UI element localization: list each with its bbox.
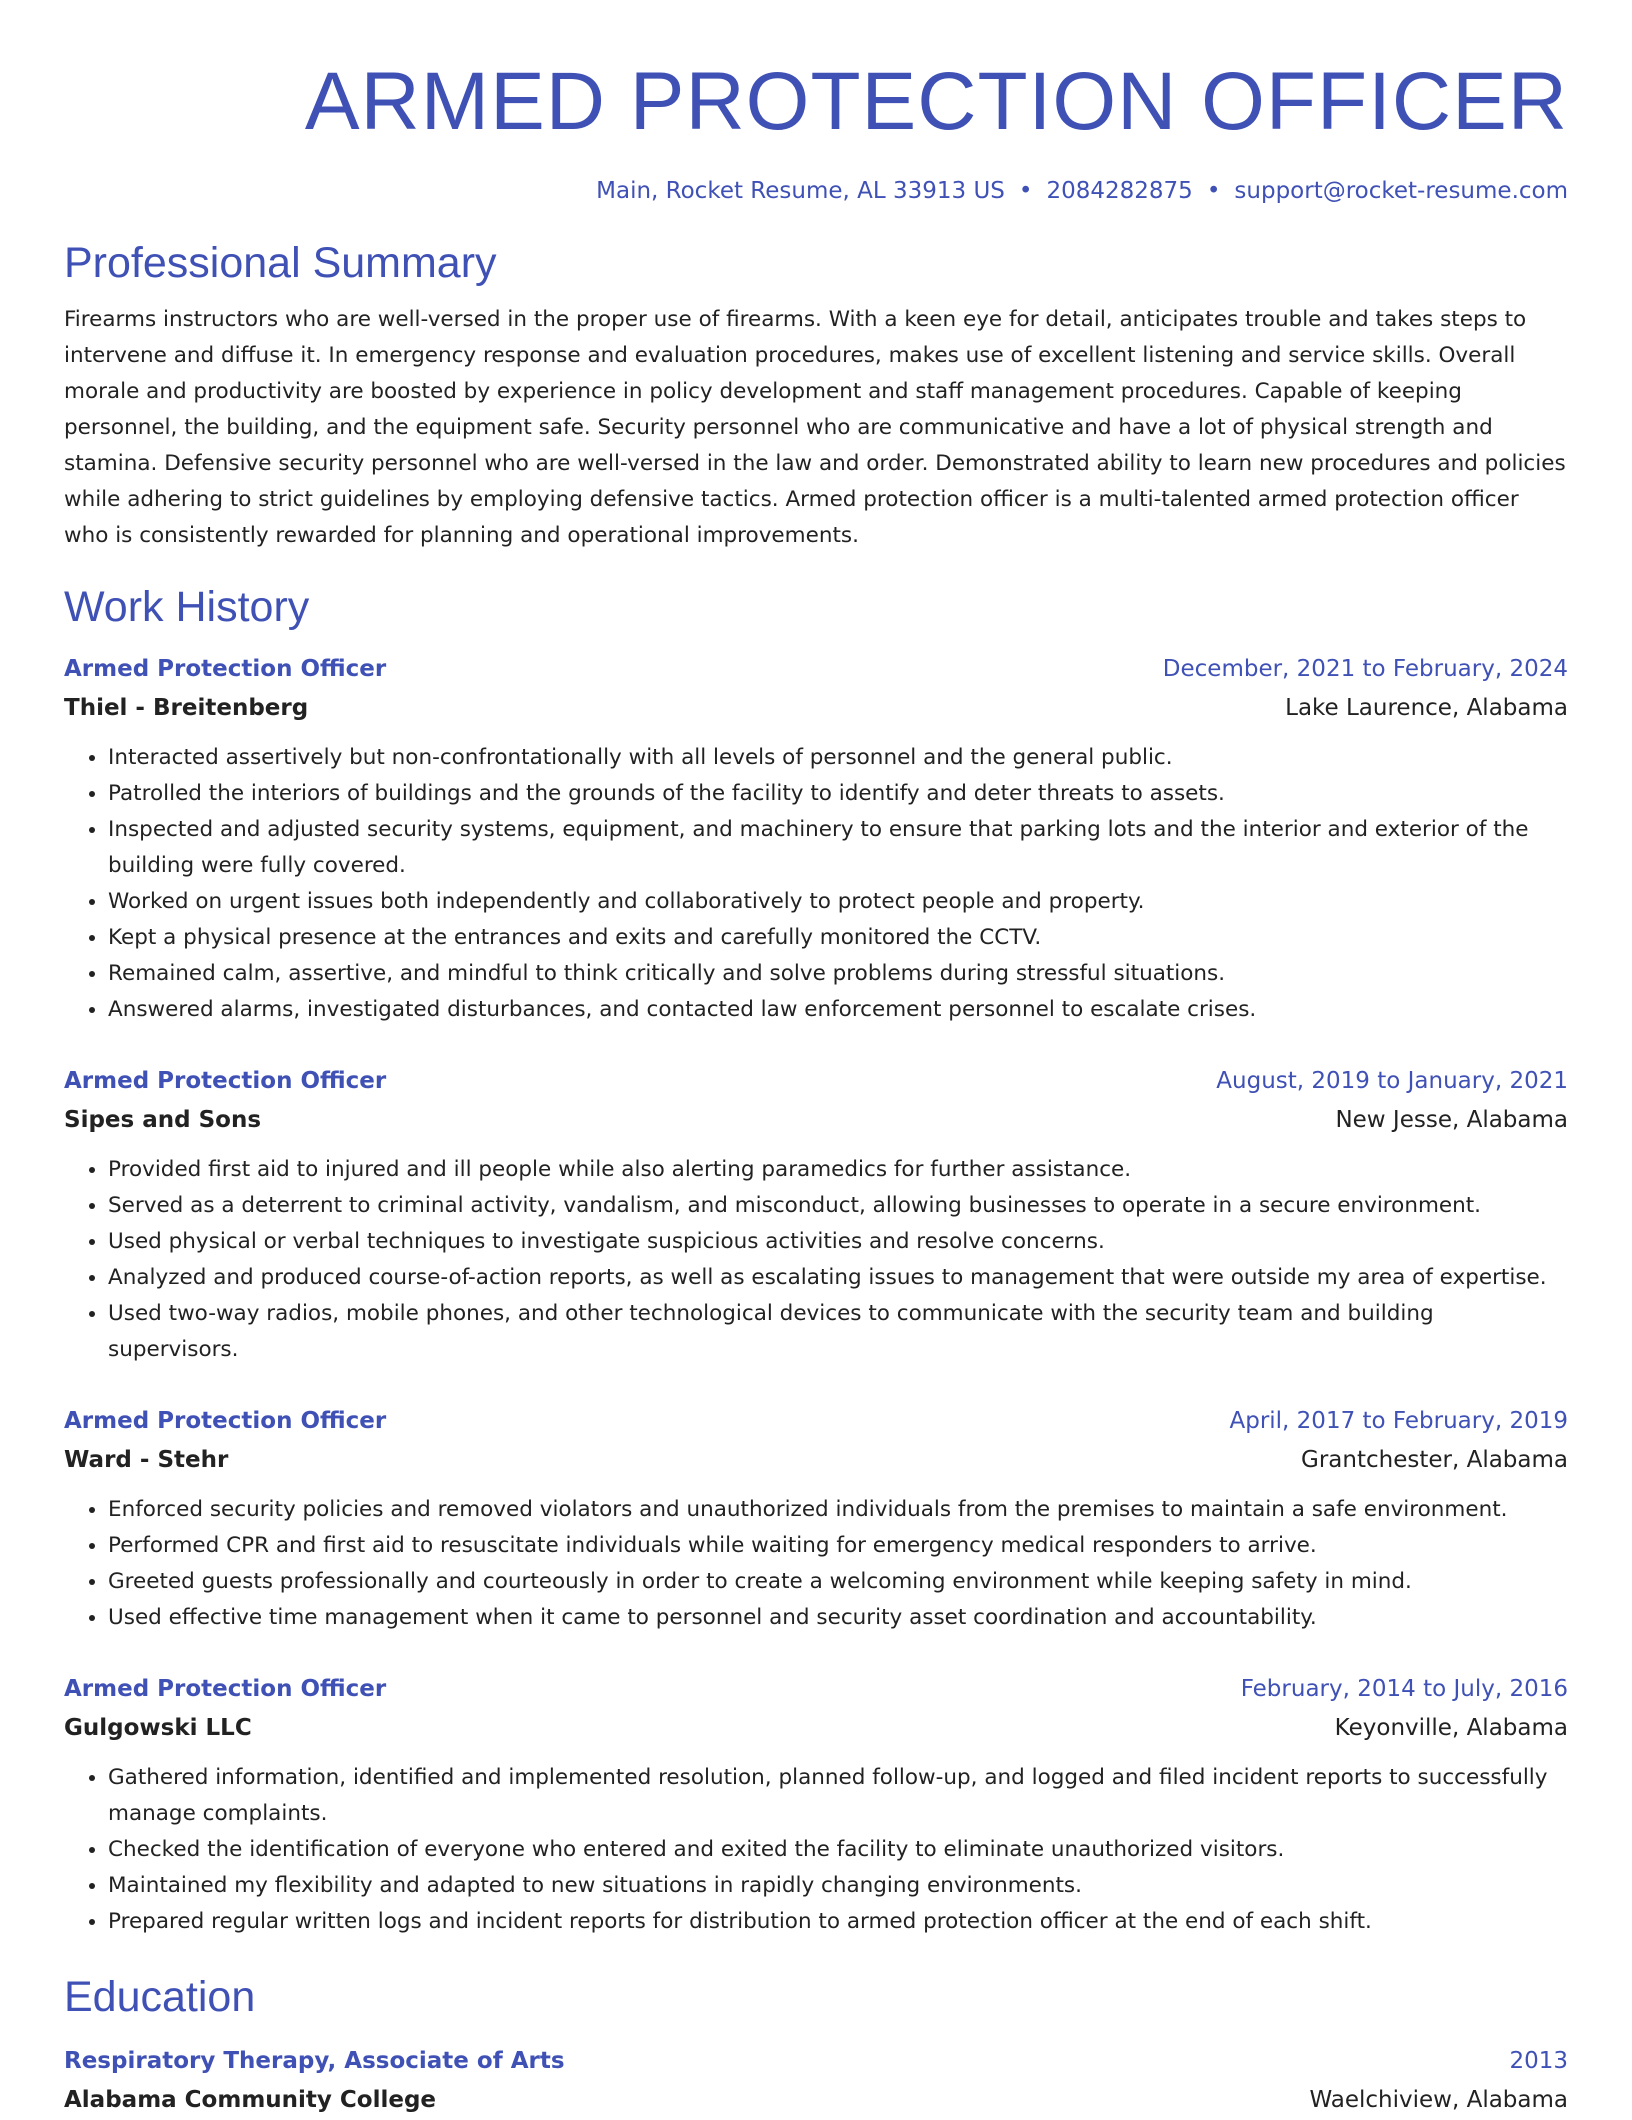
education-degree: Respiratory Therapy, Associate of Arts — [64, 2048, 565, 2074]
job-company: Ward - Stehr — [64, 1447, 229, 1473]
job-location: Lake Laurence, Alabama — [1285, 695, 1568, 721]
contact-email[interactable]: support@rocket-resume.com — [1234, 178, 1568, 204]
job-dates: August, 2019 to January, 2021 — [1216, 1068, 1568, 1094]
job-bullet: • Interacted assertively but non-confrontationally with all levels of personnel and the general public. — [108, 740, 1568, 776]
job-bullets — [64, 740, 1568, 1028]
summary-heading: Professional Summary — [64, 239, 497, 287]
education-location: Waelchiview, Alabama — [1309, 2087, 1568, 2113]
job-bullet: • Checked the identification of everyone who entered and exited the facility to eliminate unauthorized visitors. — [108, 1832, 1568, 1868]
job-bullet: • Patrolled the interiors of buildings and the grounds of the facility to identify and deter threats to assets. — [108, 776, 1568, 812]
job-bullet: • Enforced security policies and removed violators and unauthorized individuals from the premises to maintain a safe environment. — [108, 1492, 1568, 1528]
job-bullet: • Prepared regular written logs and incident reports for distribution to armed protection officer at the end of each shift. — [108, 1904, 1568, 1940]
job-bullets — [64, 1152, 1568, 1368]
job-title: Armed Protection Officer — [64, 656, 387, 682]
resume-header — [64, 52, 1568, 206]
job-location: New Jesse, Alabama — [1335, 1107, 1568, 1133]
contact-line — [64, 176, 1568, 206]
job-title: Armed Protection Officer — [64, 1676, 387, 1702]
job-bullet: • Provided first aid to injured and ill people while also alerting paramedics for further assistance. — [108, 1152, 1568, 1188]
education-entry — [64, 2042, 1568, 2120]
job-dates: April, 2017 to February, 2019 — [1229, 1408, 1568, 1434]
job-bullet: • Greeted guests professionally and courteously in order to create a welcoming environment while keeping safety in mind. — [108, 1564, 1568, 1600]
job-entry — [64, 1670, 1568, 1940]
job-entry — [64, 650, 1568, 1028]
job-entry — [64, 1062, 1568, 1368]
job-location: Grantchester, Alabama — [1301, 1447, 1568, 1473]
education-school: Alabama Community College — [64, 2087, 437, 2113]
job-bullet: • Used two-way radios, mobile phones, and other technological devices to communicate with the security team and building supervisors. — [108, 1296, 1568, 1368]
job-bullet: • Inspected and adjusted security systems, equipment, and machinery to ensure that parking lots and the interior and exterior of the building were fully covered. — [108, 812, 1568, 884]
job-bullet: • Analyzed and produced course-of-action reports, as well as escalating issues to management that were outside my area of expertise. — [108, 1260, 1568, 1296]
job-bullets — [64, 1760, 1568, 1940]
work-history-section — [64, 580, 1568, 1940]
candidate-name: ARMED PROTECTION OFFICER — [304, 56, 1568, 147]
job-bullet: • Used physical or verbal techniques to investigate suspicious activities and resolve concerns. — [108, 1224, 1568, 1260]
job-company: Gulgowski LLC — [64, 1715, 252, 1741]
job-entry — [64, 1402, 1568, 1636]
job-bullets — [64, 1492, 1568, 1636]
job-dates: December, 2021 to February, 2024 — [1162, 656, 1568, 682]
contact-address: Main, Rocket Resume, AL 33913 US — [596, 178, 1005, 204]
job-bullet: • Worked on urgent issues both independently and collaboratively to protect people and property. — [108, 884, 1568, 920]
summary-section — [64, 236, 1568, 554]
contact-phone: 2084282875 — [1046, 178, 1193, 204]
job-dates: February, 2014 to July, 2016 — [1240, 1676, 1568, 1702]
job-title: Armed Protection Officer — [64, 1068, 387, 1094]
job-bullet: • Performed CPR and first aid to resuscitate individuals while waiting for emergency medical responders to arrive. — [108, 1528, 1568, 1564]
job-bullet: • Kept a physical presence at the entrances and exits and carefully monitored the CCTV. — [108, 920, 1568, 956]
job-bullet: • Answered alarms, investigated disturbances, and contacted law enforcement personnel to escalate crises. — [108, 992, 1568, 1028]
education-heading: Education — [64, 1973, 256, 2021]
job-bullet: • Remained calm, assertive, and mindful to think critically and solve problems during stressful situations. — [108, 956, 1568, 992]
summary-text: Firearms instructors who are well-versed in the proper use of firearms. With a keen eye for detail, anticipates trouble and takes steps to intervene and diffuse it. In emergency response and evaluation procedures, makes use of excellent listening and service skills. Overall morale and productivity are boosted by experience in policy development and staff management procedures. Capable of keeping personnel, the building, and the equipment safe. Security personnel who are communicative and have a lot of physical strength and stamina. Defensive security personnel who are well-versed in the law and order. Demonstrated ability to learn new procedures and policies while adhering to strict guidelines by employing defensive tactics. Armed protection officer is a multi-talented armed protection officer who is consistently rewarded for planning and operational improvements. — [64, 307, 1566, 548]
education-year: 2013 — [1509, 2048, 1568, 2074]
contact-separator: • — [1018, 178, 1033, 204]
job-location: Keyonville, Alabama — [1334, 1715, 1568, 1741]
job-title: Armed Protection Officer — [64, 1408, 387, 1434]
education-section — [64, 1970, 1568, 2120]
job-bullet: • Served as a deterrent to criminal activity, vandalism, and misconduct, allowing businesses to operate in a secure environment. — [108, 1188, 1568, 1224]
contact-separator: • — [1206, 178, 1221, 204]
job-bullet: • Gathered information, identified and implemented resolution, planned follow-up, and logged and filed incident reports to successfully manage complaints. — [108, 1760, 1568, 1832]
job-bullet: • Maintained my flexibility and adapted to new situations in rapidly changing environments. — [108, 1868, 1568, 1904]
job-company: Sipes and Sons — [64, 1107, 262, 1133]
job-bullet: • Used effective time management when it came to personnel and security asset coordination and accountability. — [108, 1600, 1568, 1636]
work-history-heading: Work History — [64, 583, 310, 631]
job-company: Thiel - Breitenberg — [64, 695, 309, 721]
